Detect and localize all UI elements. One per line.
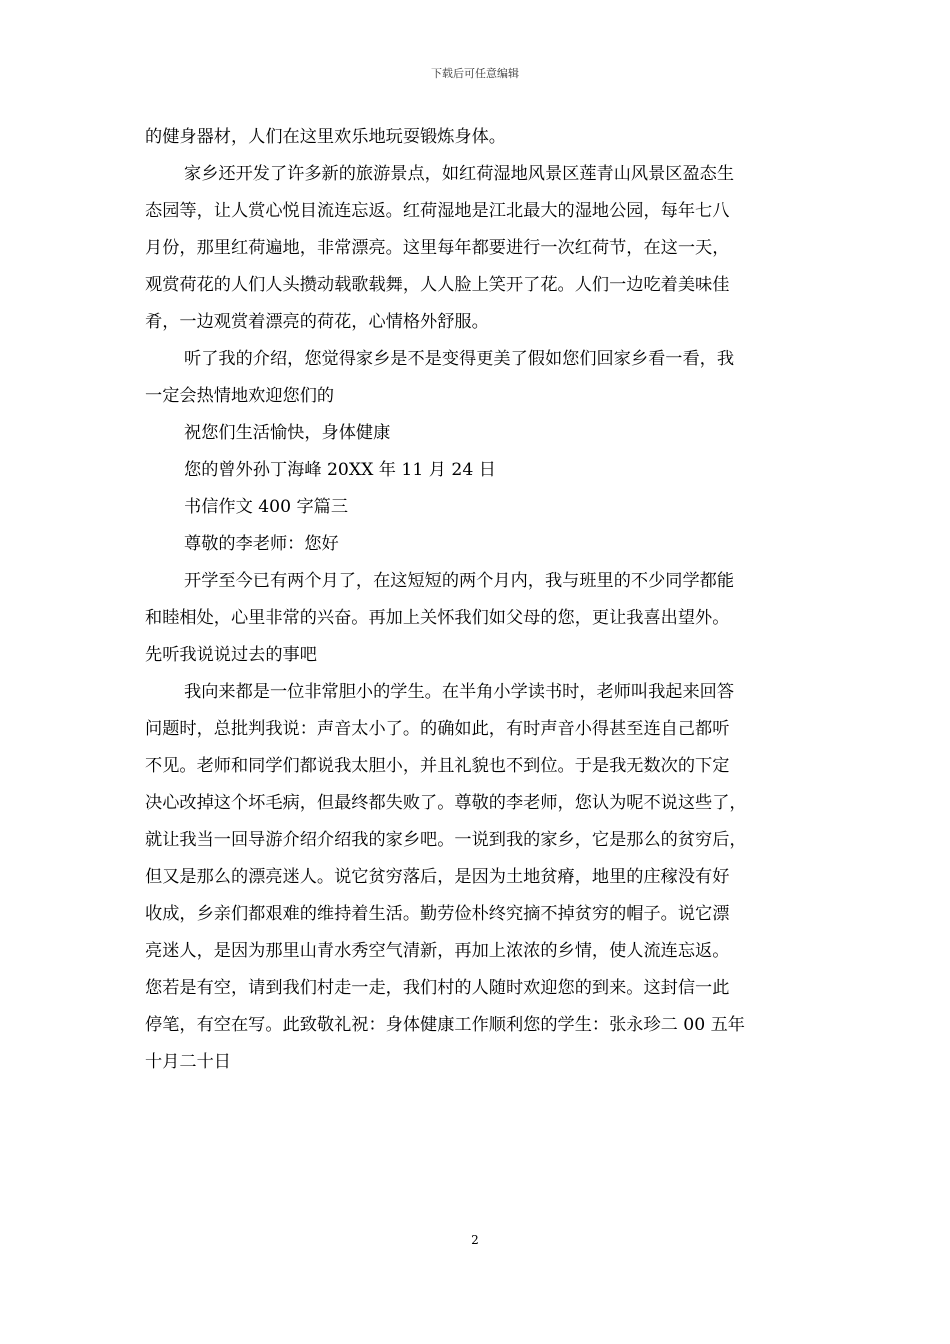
signature-line: 您的曾外孙丁海峰 20XX 年 11 月 24 日 [184,460,496,480]
text-line: 亮迷人，是因为那里山青水秀空气清新，再加上浓浓的乡情，使人流连忘返。 [145,941,730,961]
text-line: 不见。老师和同学们都说我太胆小，并且礼貌也不到位。于是我无数次的下定 [145,756,730,776]
text-line: 您若是有空，请到我们村走一走，我们村的人随时欢迎您的到来。这封信一此 [145,978,730,998]
text-line: 肴，一边观赏着漂亮的荷花，心情格外舒服。 [145,312,489,332]
text-line: 一定会热情地欢迎您们的 [145,386,335,406]
document-body [145,119,815,1081]
paragraph-line: 开学至今已有两个月了，在这短短的两个月内，我与班里的不少同学都能 [184,571,735,591]
text-line: 观赏荷花的人们人头攒动载歌载舞，人人脸上笑开了花。人们一边吃着美味佳 [145,275,730,295]
paragraph-line: 我向来都是一位非常胆小的学生。在半角小学读书时，老师叫我起来回答 [184,682,735,702]
section-heading: 书信作文 400 字篇三 [184,497,349,517]
text-line: 和睦相处，心里非常的兴奋。再加上关怀我们如父母的您，更让我喜出望外。 [145,608,730,628]
page-header: 下载后可任意编辑 [431,67,519,80]
text-line: 但又是那么的漂亮迷人。说它贫穷落后，是因为土地贫瘠，地里的庄稼没有好 [145,867,730,887]
salutation: 尊敬的李老师：您好 [184,534,339,554]
text-line: 月份，那里红荷遍地，非常漂亮。这里每年都要进行一次红荷节，在这一天， [145,238,730,258]
text-line: 的健身器材，人们在这里欢乐地玩耍锻炼身体。 [145,127,506,147]
paragraph-line: 家乡还开发了许多新的旅游景点，如红荷湿地风景区莲青山风景区盈态生 [184,164,735,184]
text-line: 决心改掉这个坏毛病，但最终都失败了。尊敬的李老师，您认为呢不说这些了， [145,793,747,813]
text-line: 问题时，总批判我说：声音太小了。的确如此，有时声音小得甚至连自己都听 [145,719,730,739]
text-line: 收成，乡亲们都艰难的维持着生活。勤劳俭朴终究摘不掉贫穷的帽子。说它漂 [145,904,730,924]
text-line: 态园等，让人赏心悦目流连忘返。红荷湿地是江北最大的湿地公园，每年七八 [145,201,730,221]
paragraph-line: 听了我的介绍，您觉得家乡是不是变得更美了假如您们回家乡看一看，我 [184,349,735,369]
text-line: 就让我当一回导游介绍介绍我的家乡吧。一说到我的家乡，它是那么的贫穷后， [145,830,747,850]
closing-wishes: 祝您们生活愉快，身体健康 [184,423,391,443]
text-line: 先听我说说过去的事吧 [145,645,317,665]
text-line: 十月二十日 [145,1052,231,1072]
page-number: 2 [471,1233,479,1247]
text-line: 停笔，有空在写。此致敬礼祝：身体健康工作顺利您的学生：张永珍二 00 五年 [145,1015,745,1035]
